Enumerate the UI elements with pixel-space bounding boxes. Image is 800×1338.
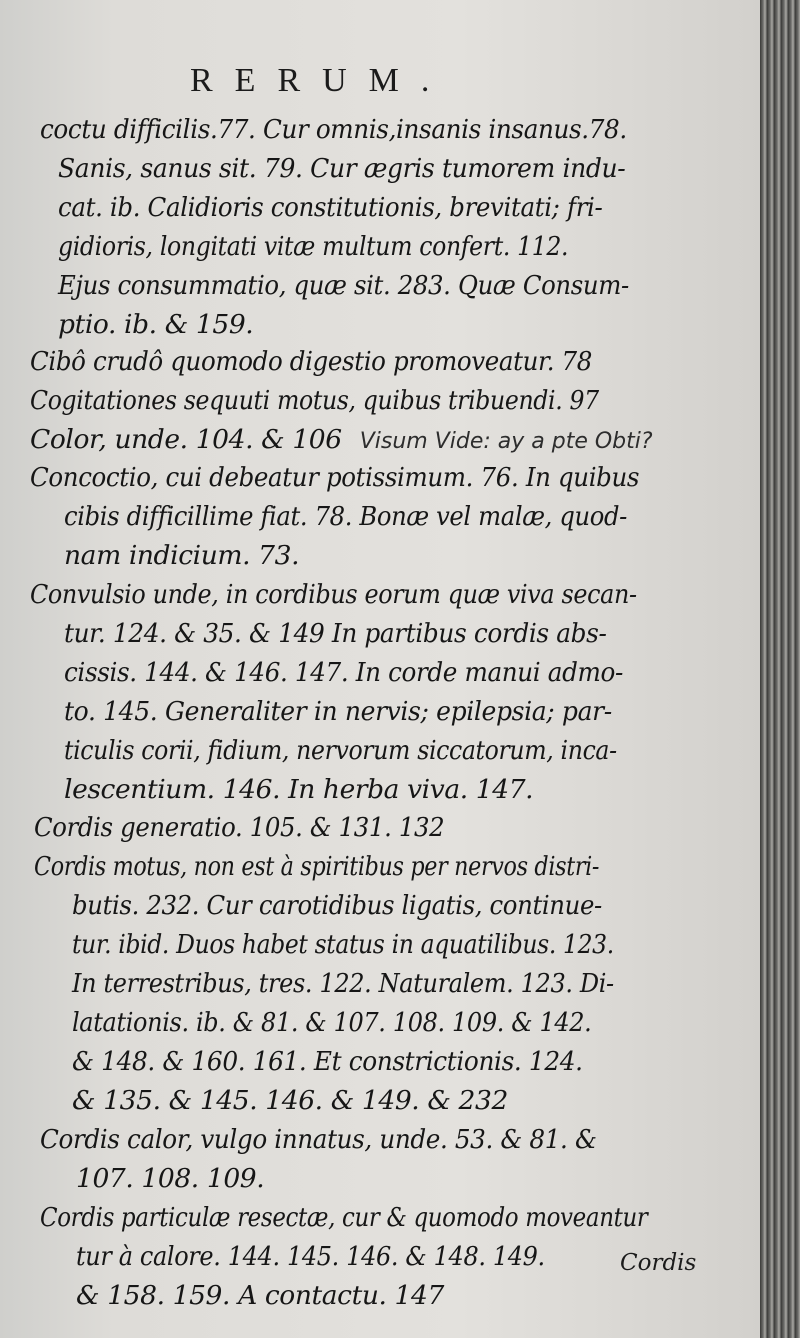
index-line: Ejus consummatio, quæ sit. 283. Quæ Consum- (58, 270, 629, 301)
index-line: In terrestribus, tres. 122. Naturalem. 123. Di- (72, 968, 614, 999)
index-line: tur à calore. 144. 145. 146. & 148. 149. (76, 1241, 545, 1272)
index-line: Sanis, sanus sit. 79. Cur ægris tumorem indu- (58, 153, 626, 184)
index-line: cissis. 144. & 146. 147. In corde manui admo- (64, 657, 623, 688)
index-line: Convulsio unde, in cordibus eorum quæ viva secan- (30, 579, 637, 610)
index-line: lescentium. 146. In herba viva. 147. (64, 774, 534, 805)
index-line: tur. 124. & 35. & 149 In partibus cordis abs- (64, 618, 607, 649)
index-line: Cordis calor, vulgo innatus, unde. 53. & 81. & (40, 1124, 597, 1155)
index-line: Cogitationes sequuti motus, quibus tribuendi. 97 (30, 385, 599, 416)
index-line: latationis. ib. & 81. & 107. 108. 109. & 142. (72, 1007, 592, 1038)
index-line: & 158. 159. A contactu. 147 (76, 1280, 444, 1311)
index-entry-text: Color, unde. 104. & 106 (30, 424, 342, 455)
index-line: & 135. & 145. 146. & 149. & 232 (72, 1085, 508, 1116)
index-line: Cordis motus, non est à spiritibus per nervos distri- (34, 851, 600, 882)
index-line: gidioris, longitati vitæ multum confert. 112. (58, 231, 569, 262)
index-line: Cordis particulæ resectæ, cur & quomodo moveantur (40, 1202, 648, 1233)
index-line: butis. 232. Cur carotidibus ligatis, continue- (72, 890, 602, 921)
index-line: cibis difficillime fiat. 78. Bonæ vel malæ, quod- (64, 501, 627, 532)
index-line (30, 424, 653, 455)
index-line: Cibô crudô quomodo digestio promoveatur. 78 (30, 346, 593, 377)
index-line: cat. ib. Calidioris constitutionis, brevitati; fri- (58, 192, 603, 223)
index-line: Concoctio, cui debeatur potissimum. 76. In quibus (30, 462, 640, 493)
index-line: to. 145. Generaliter in nervis; epilepsia; par- (64, 696, 612, 727)
index-line: 107. 108. 109. (76, 1163, 265, 1194)
running-header: RERUM. (190, 62, 452, 99)
catchword: Cordis (620, 1250, 697, 1276)
index-line: nam indicium. 73. (64, 540, 300, 571)
index-line: coctu difficilis.77. Cur omnis,insanis insanus.78. (40, 114, 627, 145)
index-line: ticulis corii, fidium, nervorum siccatorum, inca- (64, 735, 617, 766)
index-line: tur. ibid. Duos habet status in aquatilibus. 123. (72, 929, 614, 960)
index-line: & 148. & 160. 161. Et constrictionis. 124. (72, 1046, 583, 1077)
index-line: Cordis generatio. 105. & 131. 132 (34, 812, 445, 843)
index-line: ptio. ib. & 159. (58, 309, 254, 340)
book-spine-edge (760, 0, 800, 1338)
handwritten-note: Visum Vide: ay a pte Obti? (359, 429, 653, 454)
